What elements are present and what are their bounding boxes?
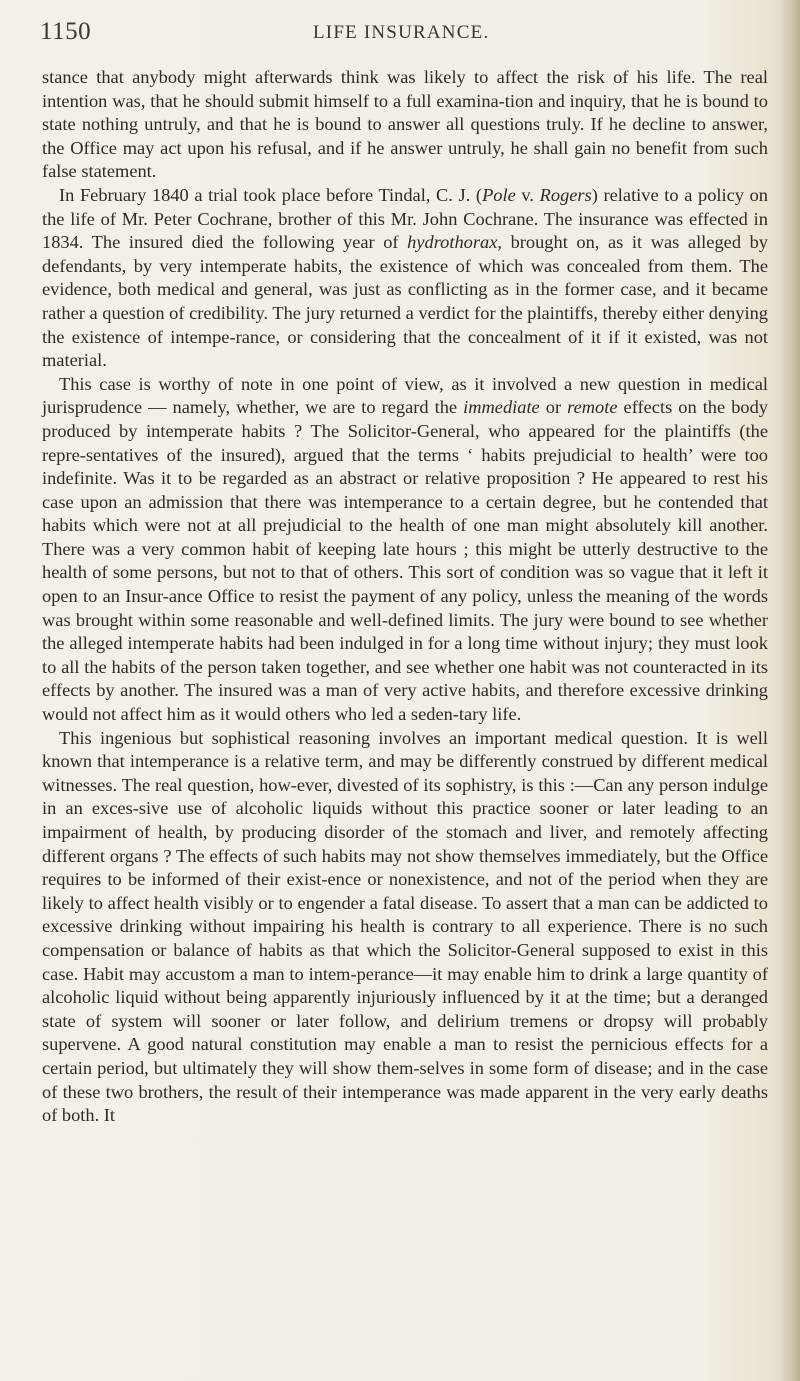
paragraph	[42, 184, 768, 373]
text-run: effects on the body produced by intemperate habits ? The Solicitor-General, who appeared for the plaintiffs (the repre-sentatives of the insured), argued that the terms ‘ habits prejudicial to health’ were too indefinite. Was it to be regarded as an abstract or relative proposition ? He appeared to rest his case upon an admission that there was intemperance to a certain degree, but he contended that habits which were not at all prejudicial to the health of one man might absolutely kill another. There was a very common habit of keeping late hours ; this might be utterly destructive to the health of some persons, but not to that of others. This sort of condition was so vague that it left it open to an Insur-ance Office to resist the payment of any policy, unless the meaning of the words was brought within some reasonable and well-defined limits. The jury were bound to see whether the alleged intemperate habits had been indulged in for a long time without injury; they must look to all the habits of the person taken together, and see whether one habit was not counteracted in its effects by another. The insured was a man of very active habits, and therefore excessive drinking would not affect him as it would others who led a seden-tary life.	[42, 397, 768, 725]
text-run: In February 1840 a trial took place before Tindal, C. J. (	[59, 184, 483, 205]
body-text	[42, 66, 768, 1128]
text-run: or	[539, 397, 568, 418]
text-run: stance that anybody might afterwards think was likely to affect the risk of his life. The real intention was, that he should submit himself to a full examina-tion and inquiry, that he is bound to state nothing untruly, and that he is bound to answer all questions truly. If he decline to answer, the Office may act upon his refusal, and if he answer untruly, he shall gain no benefit from such false statement.	[42, 67, 768, 182]
italic-text: remote	[567, 397, 618, 418]
running-title: LIFE INSURANCE.	[313, 22, 490, 43]
paragraph	[42, 727, 768, 1128]
paragraph	[42, 66, 768, 184]
text-run: , brought on, as it was alleged by defendants, by very intemperate habits, the existence of which was concealed from them. The evidence, both medical and general, was just as conflicting as in the former case, and it became rather a question of credibility. The jury returned a verdict for the plaintiffs, thereby either denying the existence of intempe-rance, or considering that the concealment of it if it existed, was not material.	[42, 232, 768, 371]
page-edge-shadow	[778, 0, 800, 1381]
paragraph	[42, 373, 768, 727]
italic-text: Rogers	[539, 184, 592, 205]
text-run: ) relative to a policy on the life of Mr. Peter Cochrane, brother of this Mr. John Cochrane. The insurance was effected in 1834. The insured died the following year of	[42, 184, 769, 253]
italic-text: Pole	[482, 184, 516, 205]
running-head	[40, 18, 770, 54]
page-number: 1150	[40, 18, 92, 45]
italic-text: hydrothorax	[407, 232, 498, 253]
text-run: This case is worthy of note in one point of view, as it involved a new question in medical jurisprudence — namely, whether, we are to regard the	[42, 373, 768, 418]
text-run: This ingenious but sophistical reasoning involves an important medical question. It is well known that intemperance is a relative term, and may be differently construed by different medical witnesses. The real question, how-ever, divested of its sophistry, is this :—Can any person indulge in an exces-sive use of alcoholic liquids without this practice sooner or later leading to an impairment of health, by producing disorder of the stomach and liver, and remotely affecting different organs ? The effects of such habits may not show themselves immediately, but the Office requires to be informed of their exist-ence or nonexistence, and not of the period when they are likely to affect health visibly or to engender a fatal disease. To assert that a man can be addicted to excessive drinking without impairing his health is contrary to all experience. There is no such compensation or balance of habits as that which the Solicitor-General supposed to exist in this case. Habit may accustom a man to intem-perance—it may enable him to drink a large quantity of alcoholic liquid without being apparently injuriously influenced by it at the time; but a deranged state of system will sooner or later follow, and delirium tremens or dropsy will probably supervene. A good natural constitution may enable a man to resist the pernicious effects for a certain period, but ultimately they will show them-selves in some form of disease; and in the case of these two brothers, the result of their intemperance was made apparent in the very early deaths of both. It	[42, 727, 768, 1126]
italic-text: immediate	[463, 397, 540, 418]
text-run: v.	[515, 184, 540, 205]
